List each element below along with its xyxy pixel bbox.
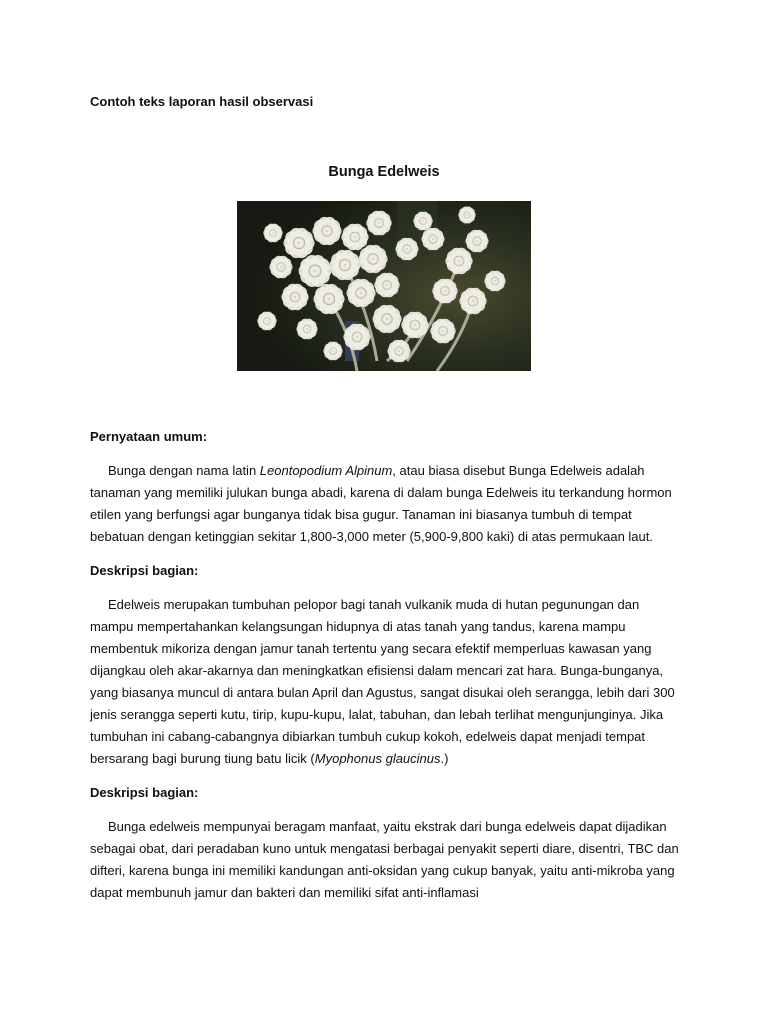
document-title: Bunga Edelweis [328,164,440,180]
section-paragraph [90,816,686,904]
section-paragraph [90,594,686,770]
text-run: .) [440,751,449,766]
edelweiss-photo [237,201,531,371]
document-body [90,426,686,916]
text-run: Edelweis merupakan tumbuhan pelopor bagi tanah vulkanik muda di hutan pegunungan dan mampu mempertahankan kelangsungan hidupnya di atas tanah yang tandus, karena mampu membentuk mikoriza dengan jamur tanah tertentu yang secara efektif memperluas kawasan yang dijangkau oleh akar-akarnya dan meningkatkan efisiensi dalam mencari zat hara. Bunga-bunganya, yang biasanya muncul di antara bulan April dan Agustus, sangat disukai oleh serangga, lebih dari 300 jenis serangga seperti kutu, tirip, kupu-kupu, lalat, tabuhan, dan lebah terlihat mengunjunginya. Jika tumbuhan ini cabang-cabangnya dibiarkan tumbuh cukup kokoh, edelweis dapat menjadi tempat bersarang bagi burung tiung batu licik ( [90,597,675,766]
section-heading: Pernyataan umum: [90,429,208,444]
italic-term: Leontopodium Alpinum [259,463,393,478]
section-heading: Deskripsi bagian: [90,563,199,578]
top-heading: Contoh teks laporan hasil observasi [90,94,314,109]
italic-term: Myophonus glaucinus [314,751,441,766]
text-run: Bunga dengan nama latin [108,463,260,478]
section-heading: Deskripsi bagian: [90,785,199,800]
text-run: Bunga edelweis mempunyai beragam manfaat, yaitu ekstrak dari bunga edelweis dapat dijadikan sebagai obat, dari peradaban kuno untuk mengatasi berbagai penyakit seperti diare, disentri, TBC dan difteri, karena bunga ini memiliki kandungan anti-oksidan yang cukup banyak, yaitu anti-mikroba yang dapat membunuh jamur dan bakteri dan memiliki sifat anti-inflamasi [90,819,679,900]
section-paragraph [90,460,686,548]
text-run: , atau biasa disebut Bunga Edelweis adalah tanaman yang memiliki julukan bunga abadi, karena di dalam bunga Edelweis itu terkandung hormon etilen yang berfungsi agar bunganya tidak bisa gugur. Tanaman ini biasanya tumbuh di tempat bebatuan dengan ketinggian sekitar 1,800-3,000 meter (5,900-9,800 kaki) di atas permukaan laut. [90,463,672,544]
